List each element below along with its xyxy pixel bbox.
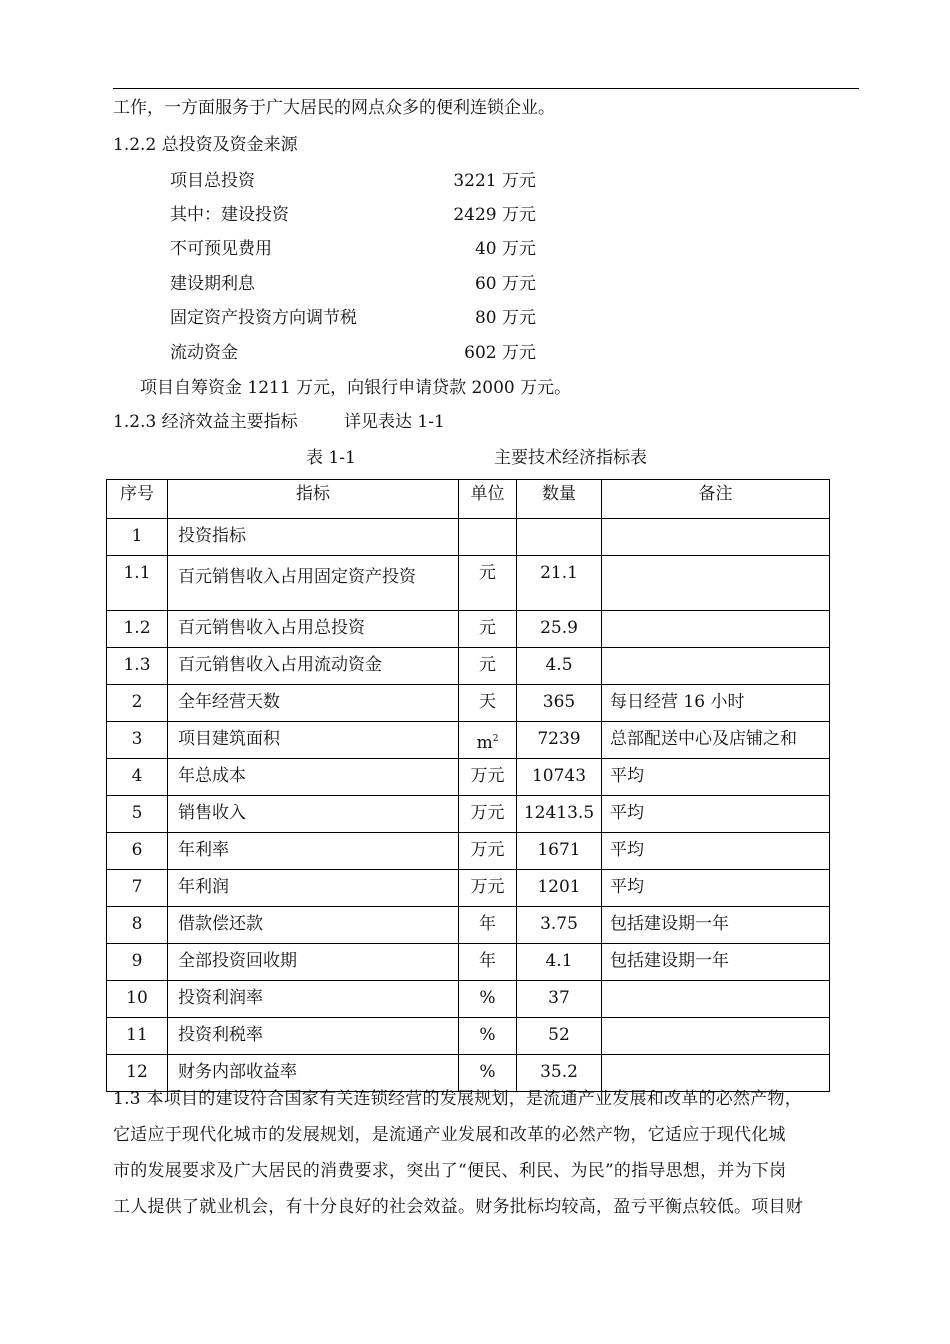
investment-amount: 2429 万元 (453, 205, 536, 225)
cell-qty: 25.9 (517, 611, 602, 648)
cell-qty: 37 (517, 981, 602, 1018)
table-header-row (107, 480, 830, 519)
investment-row (170, 170, 536, 192)
table-row (107, 648, 830, 685)
section-1-2-3-heading: 1.2.3 经济效益主要指标 (113, 412, 298, 432)
cell-unit: % (459, 1018, 517, 1055)
paragraph-line: 工人提供了就业机会，有十分良好的社会效益。财务批标均较高，盈亏平衡点较低。项目财 (113, 1197, 803, 1217)
investment-row (170, 273, 536, 295)
paragraph-line: 市的发展要求及广大居民的消费要求，突出了“便民、利民、为民”的指导思想，并为下岗 (113, 1161, 787, 1181)
cell-seq: 9 (107, 944, 168, 981)
cell-indicator: 百元销售收入占用总投资 (168, 611, 459, 648)
section-1-2-3-table-ref: 详见表达 1-1 (344, 412, 445, 432)
cell-unit: % (459, 1055, 517, 1092)
table-row (107, 556, 830, 611)
cell-seq: 2 (107, 685, 168, 722)
cell-remark (602, 556, 830, 611)
table-row (107, 1018, 830, 1055)
cell-unit: % (459, 981, 517, 1018)
cell-seq: 5 (107, 796, 168, 833)
cell-qty: 365 (517, 685, 602, 722)
cell-remark (602, 1018, 830, 1055)
cell-remark (602, 648, 830, 685)
investment-label: 其中：建设投资 (170, 205, 289, 225)
investment-amount: 40 万元 (474, 239, 536, 259)
cell-qty: 4.5 (517, 648, 602, 685)
cell-qty: 1201 (517, 870, 602, 907)
cell-seq: 10 (107, 981, 168, 1018)
cell-remark: 每日经营 16 小时 (602, 685, 830, 722)
cell-seq: 1.2 (107, 611, 168, 648)
cell-unit: 年 (459, 907, 517, 944)
section-1-2-2-heading: 1.2.2 总投资及资金来源 (113, 135, 298, 155)
cell-qty: 4.1 (517, 944, 602, 981)
table-row (107, 833, 830, 870)
cell-unit: 万元 (459, 796, 517, 833)
unit-text: m (476, 733, 493, 753)
cell-remark: 平均 (602, 796, 830, 833)
investment-row (170, 204, 536, 226)
cell-remark: 总部配送中心及店铺之和 (602, 722, 830, 759)
cell-indicator: 借款偿还款 (168, 907, 459, 944)
cell-indicator: 年总成本 (168, 759, 459, 796)
investment-row (170, 238, 536, 260)
cell-qty: 21.1 (517, 556, 602, 611)
paragraph-line: 1.3 本项目的建设符合国家有关连锁经营的发展规划，是流通产业发展和改革的必然产物， (113, 1089, 802, 1109)
cell-remark: 包括建设期一年 (602, 944, 830, 981)
cell-seq: 6 (107, 833, 168, 870)
cell-seq: 4 (107, 759, 168, 796)
table-row (107, 907, 830, 944)
cell-seq: 1.1 (107, 556, 168, 611)
cell-seq: 7 (107, 870, 168, 907)
cell-seq: 1 (107, 519, 168, 556)
investment-amount: 60 万元 (474, 274, 536, 294)
table-row (107, 796, 830, 833)
cell-indicator: 年利润 (168, 870, 459, 907)
cell-unit: 万元 (459, 833, 517, 870)
cell-indicator: 财务内部收益率 (168, 1055, 459, 1092)
table-caption: 主要技术经济指标表 (494, 448, 647, 468)
investment-amount: 3221 万元 (453, 171, 536, 191)
section-1-3-paragraph (113, 1081, 861, 1225)
table-row (107, 944, 830, 981)
cell-qty: 7239 (517, 722, 602, 759)
investment-row (170, 307, 536, 329)
cell-remark (602, 611, 830, 648)
cell-unit: 元 (459, 556, 517, 611)
cell-qty: 1671 (517, 833, 602, 870)
investment-amount: 602 万元 (464, 343, 536, 363)
cell-indicator: 项目建筑面积 (168, 722, 459, 759)
table-row (107, 870, 830, 907)
table-row (107, 722, 830, 759)
table-row (107, 759, 830, 796)
cell-seq: 3 (107, 722, 168, 759)
intro-line: 工作，一方面服务于广大居民的网点众多的便利连锁企业。 (113, 98, 555, 118)
funding-note: 项目自筹资金 1211 万元，向银行申请贷款 2000 万元。 (140, 378, 572, 398)
cell-qty: 35.2 (517, 1055, 602, 1092)
cell-unit: 元 (459, 611, 517, 648)
investment-label: 项目总投资 (170, 171, 255, 191)
cell-remark: 平均 (602, 833, 830, 870)
header-seq: 序号 (107, 480, 168, 519)
cell-qty (517, 519, 602, 556)
cell-remark (602, 519, 830, 556)
cell-remark: 包括建设期一年 (602, 907, 830, 944)
cell-unit: 万元 (459, 759, 517, 796)
cell-seq: 11 (107, 1018, 168, 1055)
paragraph-line: 它适应于现代化城市的发展规划，是流通产业发展和改革的必然产物，它适应于现代化城 (113, 1125, 786, 1145)
header-rule (113, 88, 859, 89)
cell-seq: 8 (107, 907, 168, 944)
header-qty: 数量 (517, 480, 602, 519)
unit-superscript: 2 (492, 734, 499, 744)
investment-row (170, 342, 536, 364)
cell-seq: 1.3 (107, 648, 168, 685)
cell-unit (459, 519, 517, 556)
economic-indicators-table (106, 479, 830, 1092)
investment-amount: 80 万元 (474, 308, 536, 328)
table-row (107, 611, 830, 648)
header-indicator: 指标 (168, 480, 459, 519)
cell-qty: 10743 (517, 759, 602, 796)
cell-indicator: 全部投资回收期 (168, 944, 459, 981)
header-unit: 单位 (459, 480, 517, 519)
table-row (107, 981, 830, 1018)
cell-qty: 3.75 (517, 907, 602, 944)
cell-indicator: 百元销售收入占用流动资金 (168, 648, 459, 685)
cell-unit: 天 (459, 685, 517, 722)
cell-indicator: 投资利润率 (168, 981, 459, 1018)
investment-label: 不可预见费用 (170, 239, 272, 259)
investment-label: 固定资产投资方向调节税 (170, 308, 357, 328)
header-remark: 备注 (602, 480, 830, 519)
cell-indicator: 销售收入 (168, 796, 459, 833)
cell-indicator: 全年经营天数 (168, 685, 459, 722)
table-row (107, 685, 830, 722)
cell-unit: 元 (459, 648, 517, 685)
cell-qty: 12413.5 (517, 796, 602, 833)
investment-label: 流动资金 (170, 343, 238, 363)
cell-unit (459, 722, 517, 759)
cell-unit: 年 (459, 944, 517, 981)
investment-label: 建设期利息 (170, 274, 255, 294)
cell-unit: 万元 (459, 870, 517, 907)
cell-remark: 平均 (602, 759, 830, 796)
table-number: 表 1-1 (306, 448, 356, 468)
cell-seq: 12 (107, 1055, 168, 1092)
cell-indicator: 年利率 (168, 833, 459, 870)
cell-indicator: 投资利税率 (168, 1018, 459, 1055)
cell-qty: 52 (517, 1018, 602, 1055)
cell-indicator: 百元销售收入占用固定资产投资 (168, 556, 459, 611)
cell-remark (602, 981, 830, 1018)
cell-remark: 平均 (602, 870, 830, 907)
table-row (107, 519, 830, 556)
cell-indicator: 投资指标 (168, 519, 459, 556)
